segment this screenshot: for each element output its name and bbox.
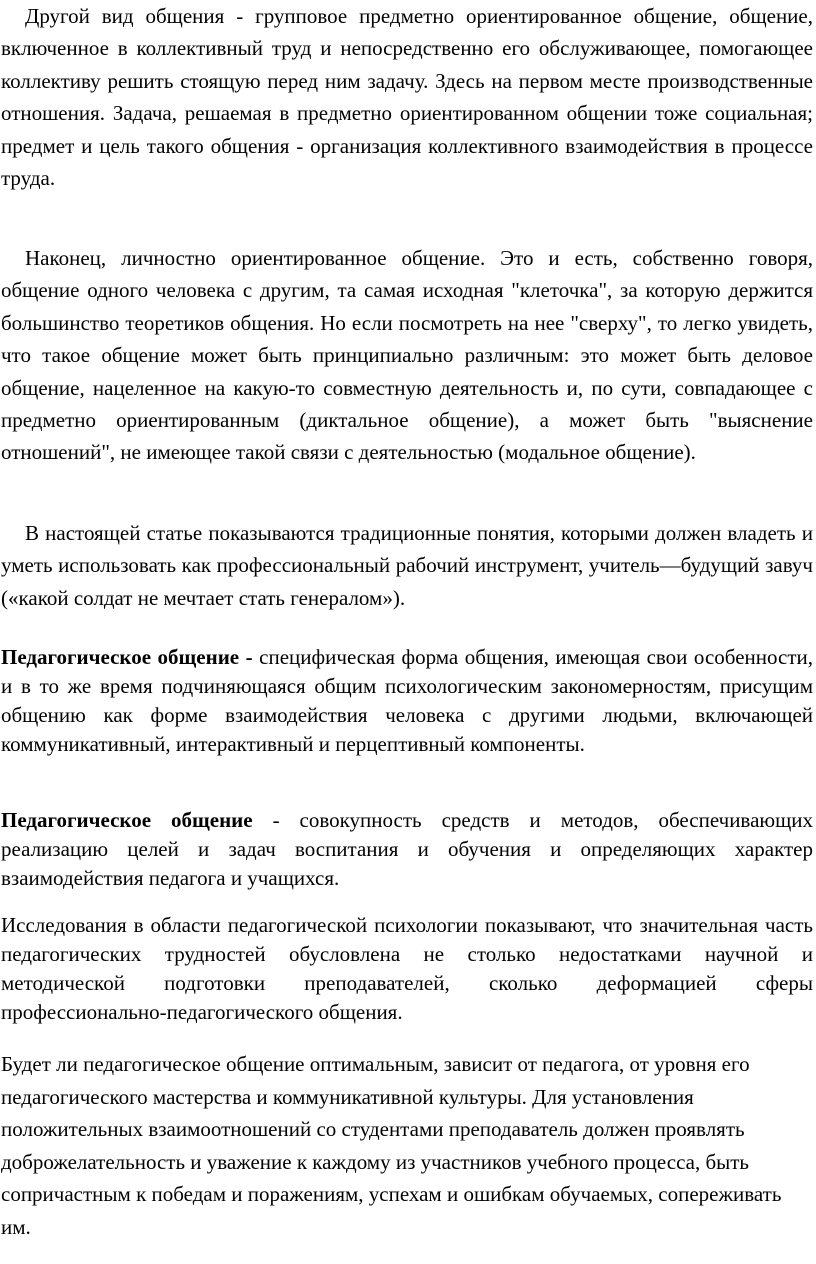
definition-text: специфическая форма общения, имеющая свои особенности, и в то же время подчиняющаяся общим психологическим закономерностям, присущим общению как форме взаимодействия человека с другими людьми, включающей коммуникативный, интерактивный и перцептивный компоненты. <box>1 645 813 756</box>
definition-term: Педагогическое общение <box>1 808 253 832</box>
paragraph-research <box>1 911 813 1027</box>
paragraph-text: Исследования в области педагогической психологии показывают, что значительная часть педагогических трудностей обусловлена не столько недостатками научной и методической подготовки преподавателей, сколько деформацией сферы профессионально-педагогического общения. <box>1 913 813 1024</box>
paragraph-text: Наконец, личностно ориентированное общение. Это и есть, собственно говоря, общение одного человека с другим, та самая исходная "клеточка", за которую держится большинство теоретиков общения. Но если посмотреть на нее "сверху", то легко увидеть, что такое общение может быть принципиально различным: это может быть деловое общение, нацеленное на какую-то совместную деятельность и, по сути, совпадающее с предметно ориентированным (диктальное общение), а может быть "выяснение отношений", не имеющее такой связи с деятельностью (модальное общение). <box>1 246 813 465</box>
paragraph-optimal-communication <box>1 1048 813 1243</box>
definition-pedagogical-communication-2 <box>1 806 813 893</box>
definition-pedagogical-communication-1 <box>1 643 813 759</box>
paragraph-text: В настоящей статье показываются традиционные понятия, которыми должен владеть и уметь использовать как профессиональный рабочий инструмент, учитель—будущий завуч («какой солдат не мечтает стать генералом»). <box>1 521 813 610</box>
definition-text: - совокупность средств и методов, обеспечивающих реализацию целей и задач воспитания и обучения и определяющих характер взаимодействия педагога и учащихся. <box>1 808 813 890</box>
paragraph-article-concepts <box>1 517 813 614</box>
paragraph-text: Другой вид общения - групповое предметно ориентированное общение, общение, включенное в коллективный труд и непосредственно его обслуживающее, помогающее коллективу решить стоящую перед ним задачу. Здесь на первом месте производственные отношения. Задача, решаемая в предметно ориентированном общении тоже социальная; предмет и цель такого общения - организация коллективного взаимодействия в процессе труда. <box>1 4 813 191</box>
paragraph-group-communication <box>1 0 813 194</box>
paragraph-personal-communication <box>1 242 813 469</box>
paragraph-text: Будет ли педагогическое общение оптимальным, зависит от педагога, от уровня его педагогического мастерства и коммуникативной культуры. Для установления положительных взаимоотношений со студентами преподаватель должен проявлять доброжелательность и уважение к каждому из участников учебного процесса, быть сопричастным к победам и поражениям, успехам и ошибкам обучаемых, сопереживать им. <box>1 1052 782 1239</box>
definition-term: Педагогическое общение - <box>1 645 253 669</box>
